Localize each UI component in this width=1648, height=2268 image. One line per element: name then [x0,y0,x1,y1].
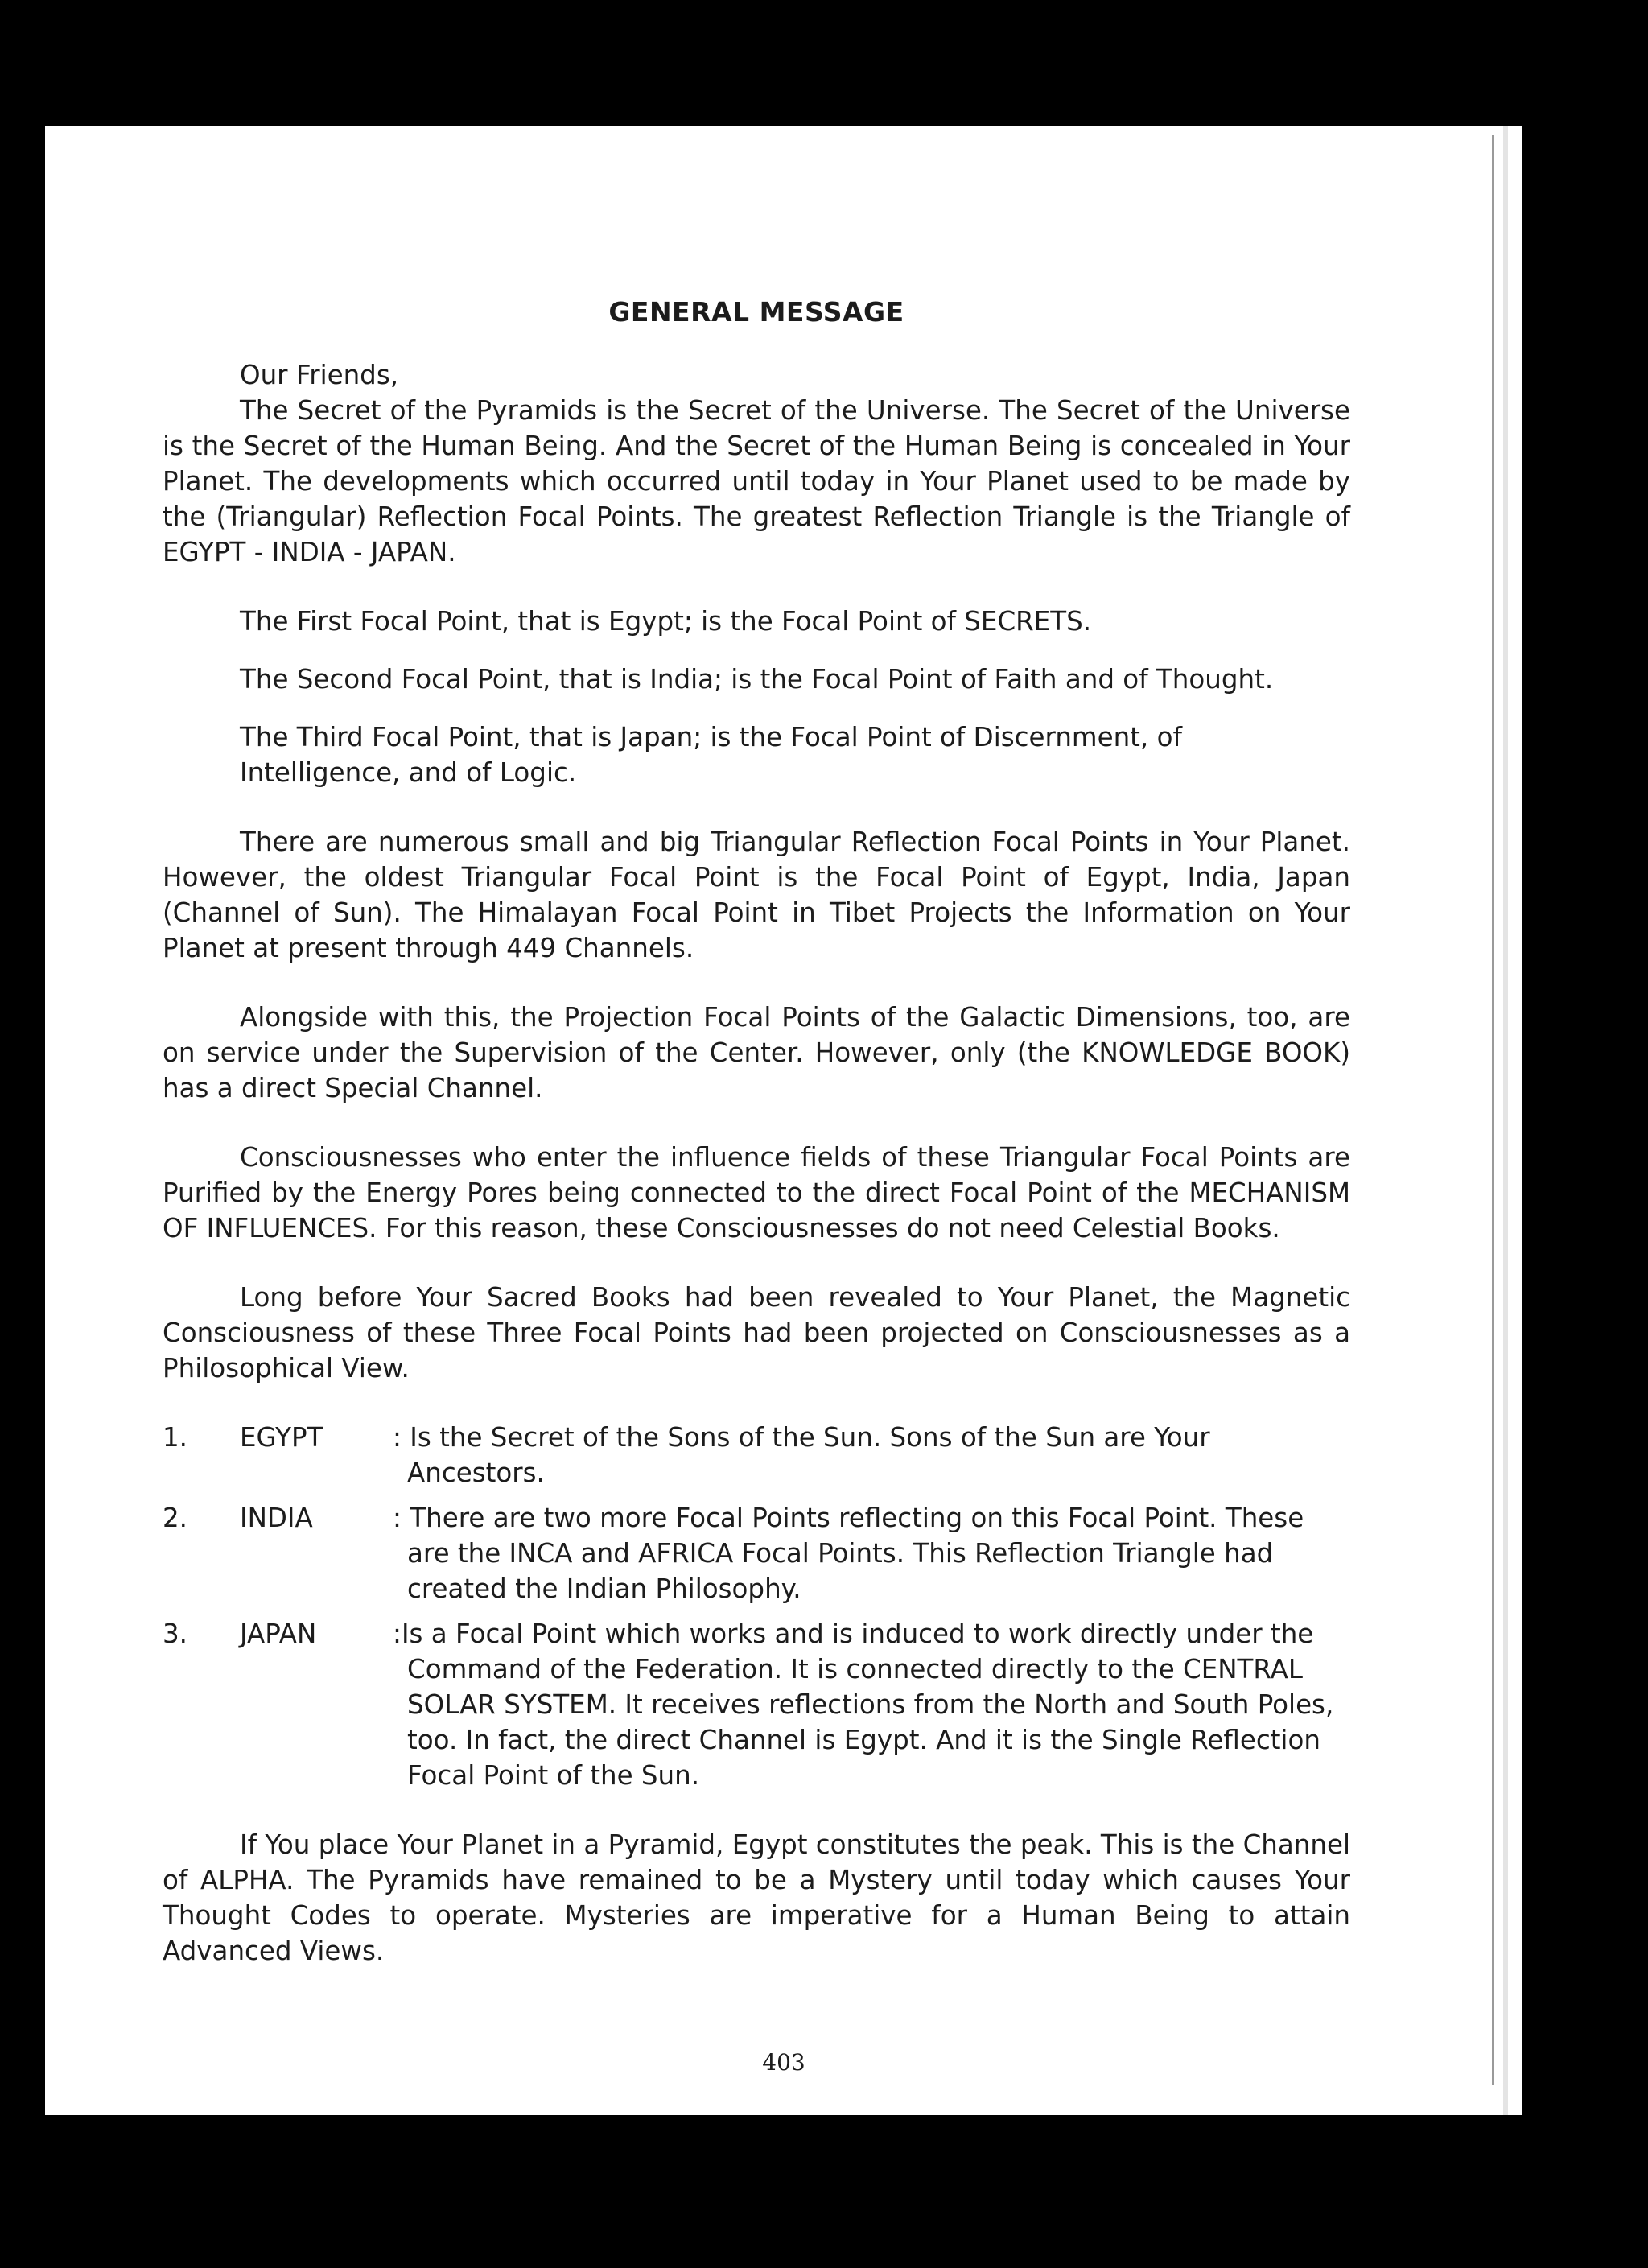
page-title: GENERAL MESSAGE [608,296,904,328]
page-edge-line [1492,135,1494,2085]
list-item [163,1500,1350,1606]
focal-point-list [163,1420,1350,1793]
paragraph-focal-first: The First Focal Point, that is Egypt; is the Focal Point of SECRETS. [240,606,1092,637]
paragraph-long-before: Long before Your Sacred Books had been revealed to Your Planet, the Magnetic Consciousness of these Three Focal Points had been projected on Consciousnesses as a Philosophical View. [163,1282,1350,1383]
list-item-term: JAPAN [240,1619,317,1649]
page-number: 403 [762,2049,805,2076]
list-item-number: 2. [163,1503,188,1533]
list-item-term: INDIA [240,1503,313,1533]
list-item-text: : There are two more Focal Points reflecting on this Focal Point. These are the INCA and AFRICA Focal Points. This Reflection Triangle had created the Indian Philosophy. [393,1503,1304,1604]
salutation: Our Friends, [240,360,399,390]
list-item-text: :Is a Focal Point which works and is induced to work directly under the Command of the Federation. It is connected directly to the CENTRAL SOLAR SYSTEM. It receives reflections from the North and South Poles, too. In fact, the direct Channel is Egypt. And it is the Single Reflection Focal Point of the Sun. [393,1619,1334,1791]
paragraph-alongside: Alongside with this, the Projection Focal Points of the Galactic Dimensions, too, are on service under the Supervision of the Center. However, only (the KNOWLEDGE BOOK) has a direct Special Channel. [163,1002,1350,1103]
list-item [163,1420,1350,1491]
paragraph-numerous: There are numerous small and big Triangular Reflection Focal Points in Your Planet. However, the oldest Triangular Focal Point is the Focal Point of Egypt, India, Japan (Channel of Sun). The Himalayan Focal Point in Tibet Projects the Information on Your Planet at present through 449 Channels. [163,827,1350,963]
paragraph-focal-third: The Third Focal Point, that is Japan; is the Focal Point of Discernment, of Intelligence, and of Logic. [240,722,1182,788]
page-edge-shadow [1503,126,1508,2115]
list-item-text: : Is the Secret of the Sons of the Sun. Sons of the Sun are Your Ancestors. [393,1422,1210,1488]
document-page [45,126,1522,2115]
list-item [163,1616,1350,1793]
list-item-number: 1. [163,1422,188,1453]
paragraph-closing: If You place Your Planet in a Pyramid, Egypt constitutes the peak. This is the Channel of ALPHA. The Pyramids have remained to be a Mystery until today which causes Your Thought Codes to operate. Mysteries are imperative for a Human Being to attain Advanced Views. [163,1829,1351,1966]
document-content [163,295,1350,1969]
paragraph-intro: The Secret of the Pyramids is the Secret of the Universe. The Secret of the Universe is the Secret of the Human Being. And the Secret of the Human Being is concealed in Your Planet. The developments which occurred until today in Your Planet used to be made by the (Triangular) Reflection Focal Points. The greatest Reflection Triangle is the Triangle of EGYPT - INDIA - JAPAN. [163,395,1350,567]
paragraph-focal-second: The Second Focal Point, that is India; is the Focal Point of Faith and of Thought. [240,664,1274,695]
paragraph-consciousnesses: Consciousnesses who enter the influence fields of these Triangular Focal Points are Purified by the Energy Pores being connected to the direct Focal Point of the MECHANISM OF INFLUENCES. For this reason, these Consciousnesses do not need Celestial Books. [163,1142,1350,1243]
list-item-term: EGYPT [240,1422,323,1453]
list-item-number: 3. [163,1619,188,1649]
